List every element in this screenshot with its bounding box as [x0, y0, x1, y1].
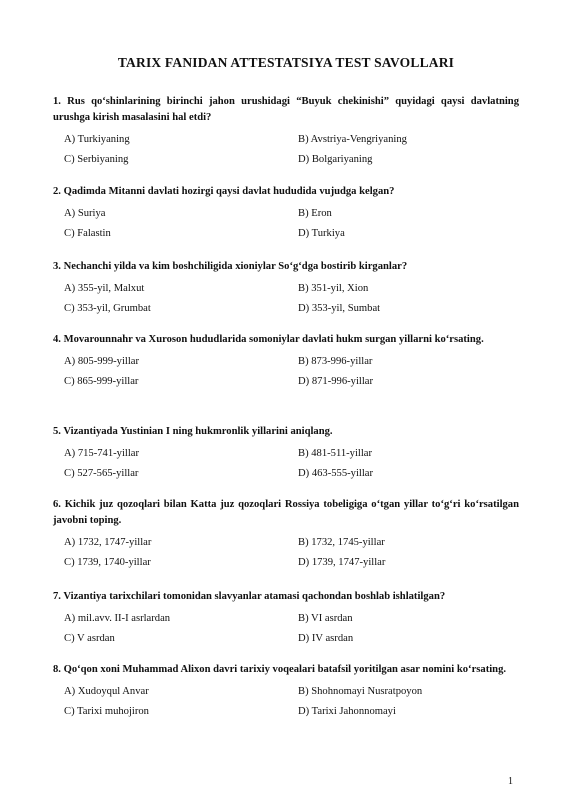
page-number: 1: [508, 776, 513, 787]
option-a: A) Turkiyaning: [64, 134, 130, 145]
answer-options: [53, 535, 519, 571]
question-7: [53, 589, 519, 647]
question-text: 1. Rus qo‘shinlarining birinchi jahon urushidagi “Buyuk chekinishi” quyidagi qaysi davlatning urushga kirish masalasini hal etdi?: [53, 96, 519, 123]
option-d: D) 1739, 1747-yillar: [298, 557, 386, 568]
option-b: B) Shohnomayi Nusratpoyon: [298, 686, 423, 697]
option-a: A) mil.avv. II-I asrlardan: [64, 613, 171, 624]
option-c: C) Tarixi muhojiron: [64, 706, 149, 717]
question-4: [53, 332, 519, 390]
option-a: A) 1732, 1747-yillar: [64, 537, 152, 548]
document-title: TARIX FANIDAN ATTESTATSIYA TEST SAVOLLARI: [117, 55, 455, 70]
question-text: 4. Movarounnahr va Xuroson hududlarida somoniylar davlati hukm surgan yillarni ko‘rsating.: [53, 334, 484, 345]
question-2: [53, 184, 519, 242]
option-c: C) 1739, 1740-yillar: [64, 557, 151, 568]
option-d: D) 463-555-yillar: [298, 468, 374, 479]
question-8: [53, 662, 519, 720]
question-5: [53, 424, 519, 482]
option-a: A) 805-999-yillar: [64, 356, 140, 367]
option-d: D) 871-996-yillar: [298, 376, 374, 387]
option-a: A) 715-741-yillar: [64, 448, 140, 459]
option-d: D) Bolgariyaning: [298, 154, 373, 165]
answer-options: [53, 206, 519, 242]
option-b: B) VI asrdan: [298, 613, 353, 624]
answer-options: [53, 684, 519, 720]
question-3: [53, 259, 519, 317]
option-c: C) Serbiyaning: [64, 154, 129, 165]
option-b: B) Eron: [298, 208, 332, 219]
answer-options: [53, 354, 519, 390]
question-text: 7. Vizantiya tarixchilari tomonidan slavyanlar atamasi qachondan boshlab ishlatilgan?: [53, 591, 446, 602]
option-b: B) 873-996-yillar: [298, 356, 373, 367]
answer-options: [53, 446, 519, 482]
question-text: 3. Nechanchi yilda va kim boshchiligida xioniylar So‘g‘dga bostirib kirganlar?: [53, 261, 408, 272]
option-b: B) 481-511-yillar: [298, 448, 373, 459]
question-text: 5. Vizantiyada Yustinian I ning hukmronlik yillarini aniqlang.: [53, 426, 333, 437]
option-c: C) 527-565-yillar: [64, 468, 139, 479]
question-text: 2. Qadimda Mitanni davlati hozirgi qaysi davlat hududida vujudga kelgan?: [53, 186, 395, 197]
question-text: 6. Kichik juz qozoqlari bilan Katta juz qozoqlari Rossiya tobeligiga o‘tgan yillar to‘g‘ri ko‘rsatilgan javobni toping.: [53, 499, 519, 526]
option-a: A) Suriya: [64, 208, 106, 219]
option-d: D) 353-yil, Sumbat: [298, 303, 381, 314]
question-6: [53, 497, 519, 571]
option-b: B) 1732, 1745-yillar: [298, 537, 385, 548]
option-b: B) 351-yil, Xion: [298, 283, 369, 294]
option-c: C) 865-999-yillar: [64, 376, 139, 387]
option-c: C) 353-yil, Grumbat: [64, 303, 151, 314]
question-1: [53, 94, 519, 168]
option-d: D) IV asrdan: [298, 633, 354, 644]
question-text: 8. Qo‘qon xoni Muhammad Alixon davri tarixiy voqealari batafsil yoritilgan asar nomini ko‘rsating.: [53, 664, 507, 675]
answer-options: [53, 611, 519, 647]
option-c: C) Falastin: [64, 228, 111, 239]
option-d: D) Tarixi Jahonnomayi: [298, 706, 396, 717]
option-d: D) Turkiya: [298, 228, 345, 239]
option-b: B) Avstriya-Vengriyaning: [298, 134, 407, 145]
answer-options: [53, 281, 519, 317]
option-c: C) V asrdan: [64, 633, 115, 644]
option-a: A) 355-yil, Malxut: [64, 283, 145, 294]
answer-options: [53, 132, 519, 168]
option-a: A) Xudoyqul Anvar: [64, 686, 149, 697]
